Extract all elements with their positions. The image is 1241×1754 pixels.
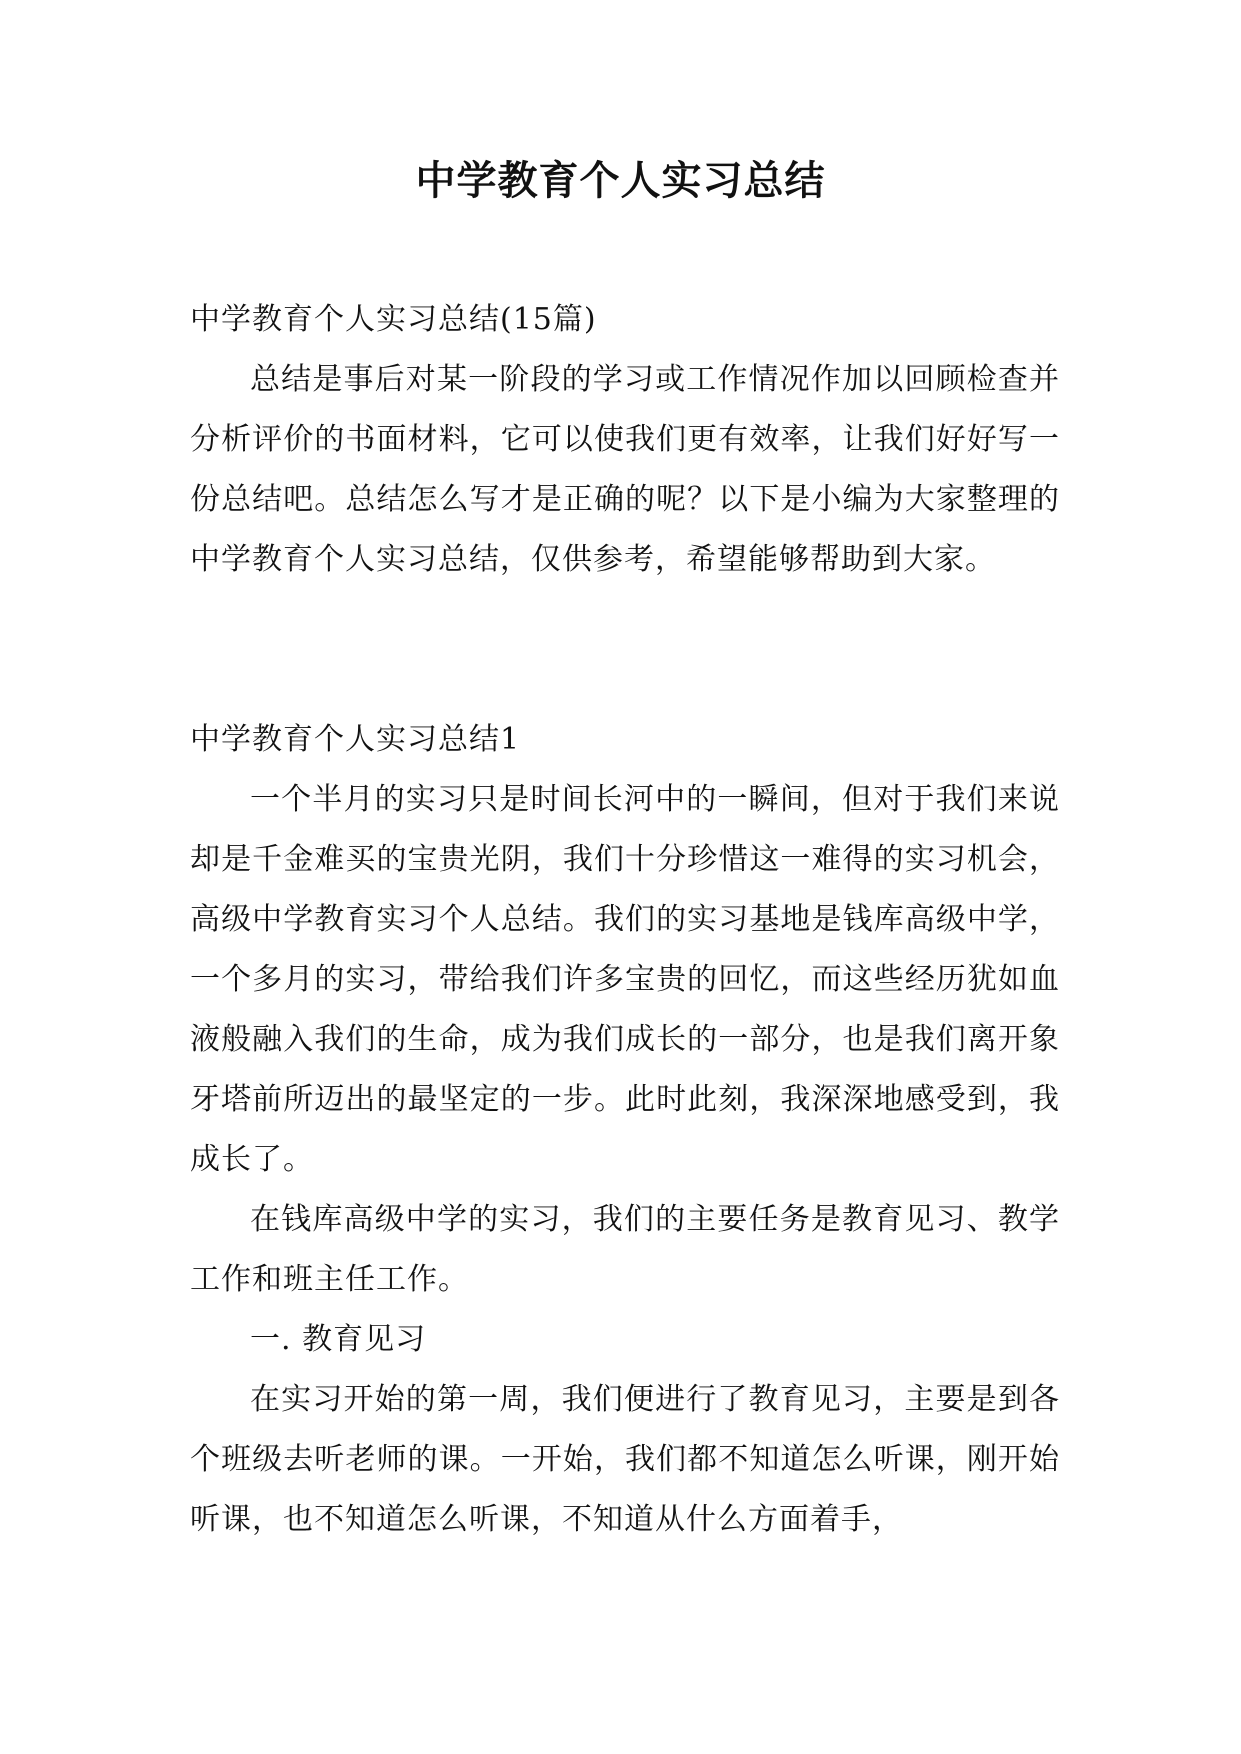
- document-body: [190, 290, 1060, 1550]
- list-item-heading: 一. 教育见习: [250, 1322, 427, 1357]
- section-heading: 中学教育个人实习总结1: [190, 722, 521, 757]
- section-gap: [190, 590, 1060, 710]
- page-title: 中学教育个人实习总结: [415, 158, 826, 204]
- intro-paragraph: 总结是事后对某一阶段的学习或工作情况作加以回顾检查并分析评价的书面材料，它可以使我们更有效率，让我们好好写一份总结吧。总结怎么写才是正确的呢？以下是小编为大家整理的中学教育个人实习总结，仅供参考，希望能够帮助到大家。: [190, 362, 1060, 577]
- body-paragraph: 在实习开始的第一周，我们便进行了教育见习，主要是到各个班级去听老师的课。一开始，我们都不知道怎么听课，刚开始听课，也不知道怎么听课，不知道从什么方面着手，: [190, 1382, 1060, 1537]
- body-paragraph: 在钱库高级中学的实习，我们的主要任务是教育见习、教学工作和班主任工作。: [190, 1202, 1060, 1297]
- body-paragraph: 一个半月的实习只是时间长河中的一瞬间，但对于我们来说却是千金难买的宝贵光阴，我们十分珍惜这一难得的实习机会，高级中学教育实习个人总结。我们的实习基地是钱库高级中学，一个多月的实习，带给我们许多宝贵的回忆，而这些经历犹如血液般融入我们的生命，成为我们成长的一部分，也是我们离开象牙塔前所迈出的最坚定的一步。此时此刻，我深深地感受到，我成长了。: [190, 782, 1060, 1177]
- document-subtitle: 中学教育个人实习总结(15篇): [190, 302, 597, 337]
